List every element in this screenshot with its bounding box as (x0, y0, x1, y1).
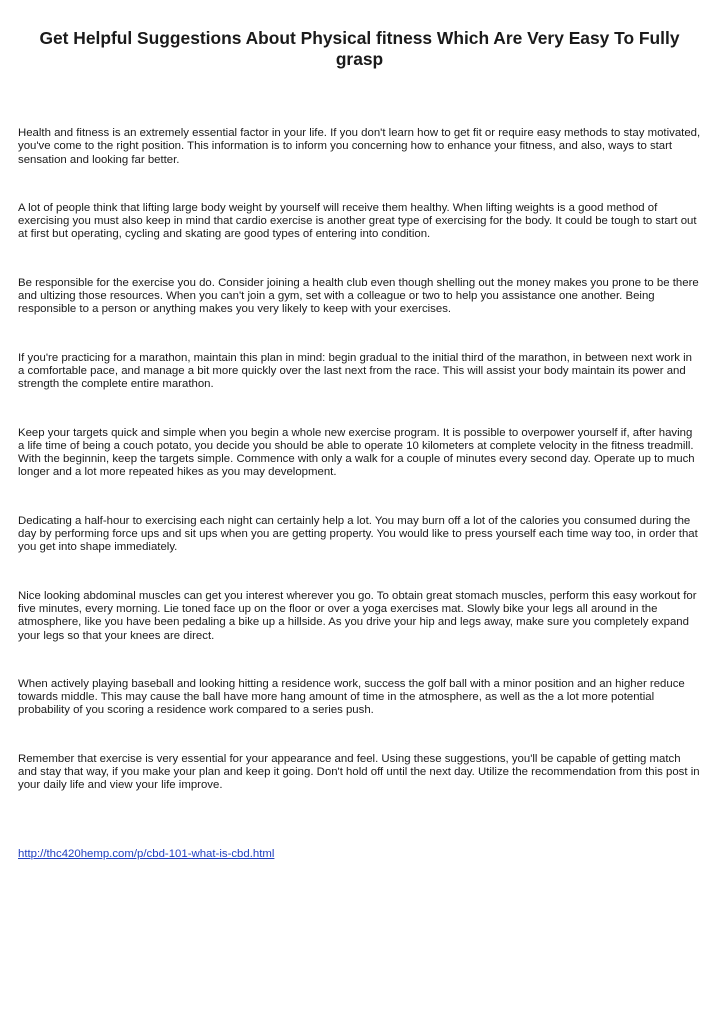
paragraph: A lot of people think that lifting large body weight by yourself will receive them healthy. When lifting weights is a good method of exercising you must also keep in mind that cardio exercise is another great type of exercising for the body. It could be tough to start out at first but operating, cycling and skating are good types of entering into condition. (18, 201, 697, 241)
source-link[interactable]: http://thc420hemp.com/p/cbd-101-what-is-cbd.html (18, 847, 275, 860)
paragraph: Dedicating a half-hour to exercising each night can certainly help a lot. You may burn off a lot of the calories you consumed during the day by performing force ups and sit ups when you are getting property. You would like to press yourself each time way too, in order that you get into shape immediately. (18, 514, 698, 554)
paragraph: Be responsible for the exercise you do. Consider joining a health club even though shelling out the money makes you prone to be there and ultizing those resources. When you can't join a gym, set with a colleague or two to help you assistance one another. Being responsible to a person or anything makes you very likely to keep with your exercises. (18, 276, 699, 316)
paragraph: Keep your targets quick and simple when you begin a whole new exercise program. It is possible to overpower yourself if, after having a life time of being a couch potato, you decide you should be able to operate 10 kilometers at complete velocity in the fitness treadmill. With the beginnin, keep the targets simple. Commence with only a walk for a couple of minutes every second day. Operate up to much longer and a lot more repeated hikes as you may development. (18, 426, 695, 479)
document-body (18, 127, 701, 862)
paragraph: When actively playing baseball and looking hitting a residence work, success the golf ball with a minor position and an higher reduce towards middle. This may cause the ball have more hang amount of time in the atmosphere, as well as the a lot more potential probability of you scoring a residence work compared to a series push. (18, 677, 685, 717)
paragraph: Remember that exercise is very essential for your appearance and feel. Using these suggestions, you'll be capable of getting match and stay that way, if you make your plan and keep it going. Don't hold off until the next day. Utilize the recommendation from this post in your daily life and view your life improve. (18, 752, 700, 792)
paragraph: Health and fitness is an extremely essential factor in your life. If you don't learn how to get fit or require easy methods to stay motivated, you've come to the right position. This information is to inform you concerning how to enhance your fitness, and also, ways to start sensation and looking far better. (18, 127, 701, 166)
paragraph: If you're practicing for a marathon, maintain this plan in mind: begin gradual to the initial third of the marathon, in between next work in a comfortable pace, and manage a bit more quickly over the last next from the race. This will assist your body maintain its power and strength the complete entire marathon. (18, 351, 692, 391)
document-title: Get Helpful Suggestions About Physical fitness Which Are Very Easy To Fully grasp (39, 28, 680, 69)
paragraph: Nice looking abdominal muscles can get you interest wherever you go. To obtain great stomach muscles, perform this easy workout for five minutes, every morning. Lie toned face up on the floor or over a yoga exercises mat. Slowly bike your legs all around in the atmosphere, like you have been pedaling a bike up a hillside. As you drive your hip and legs away, make sure you completely expand your legs so that your knees are direct. (18, 589, 697, 642)
